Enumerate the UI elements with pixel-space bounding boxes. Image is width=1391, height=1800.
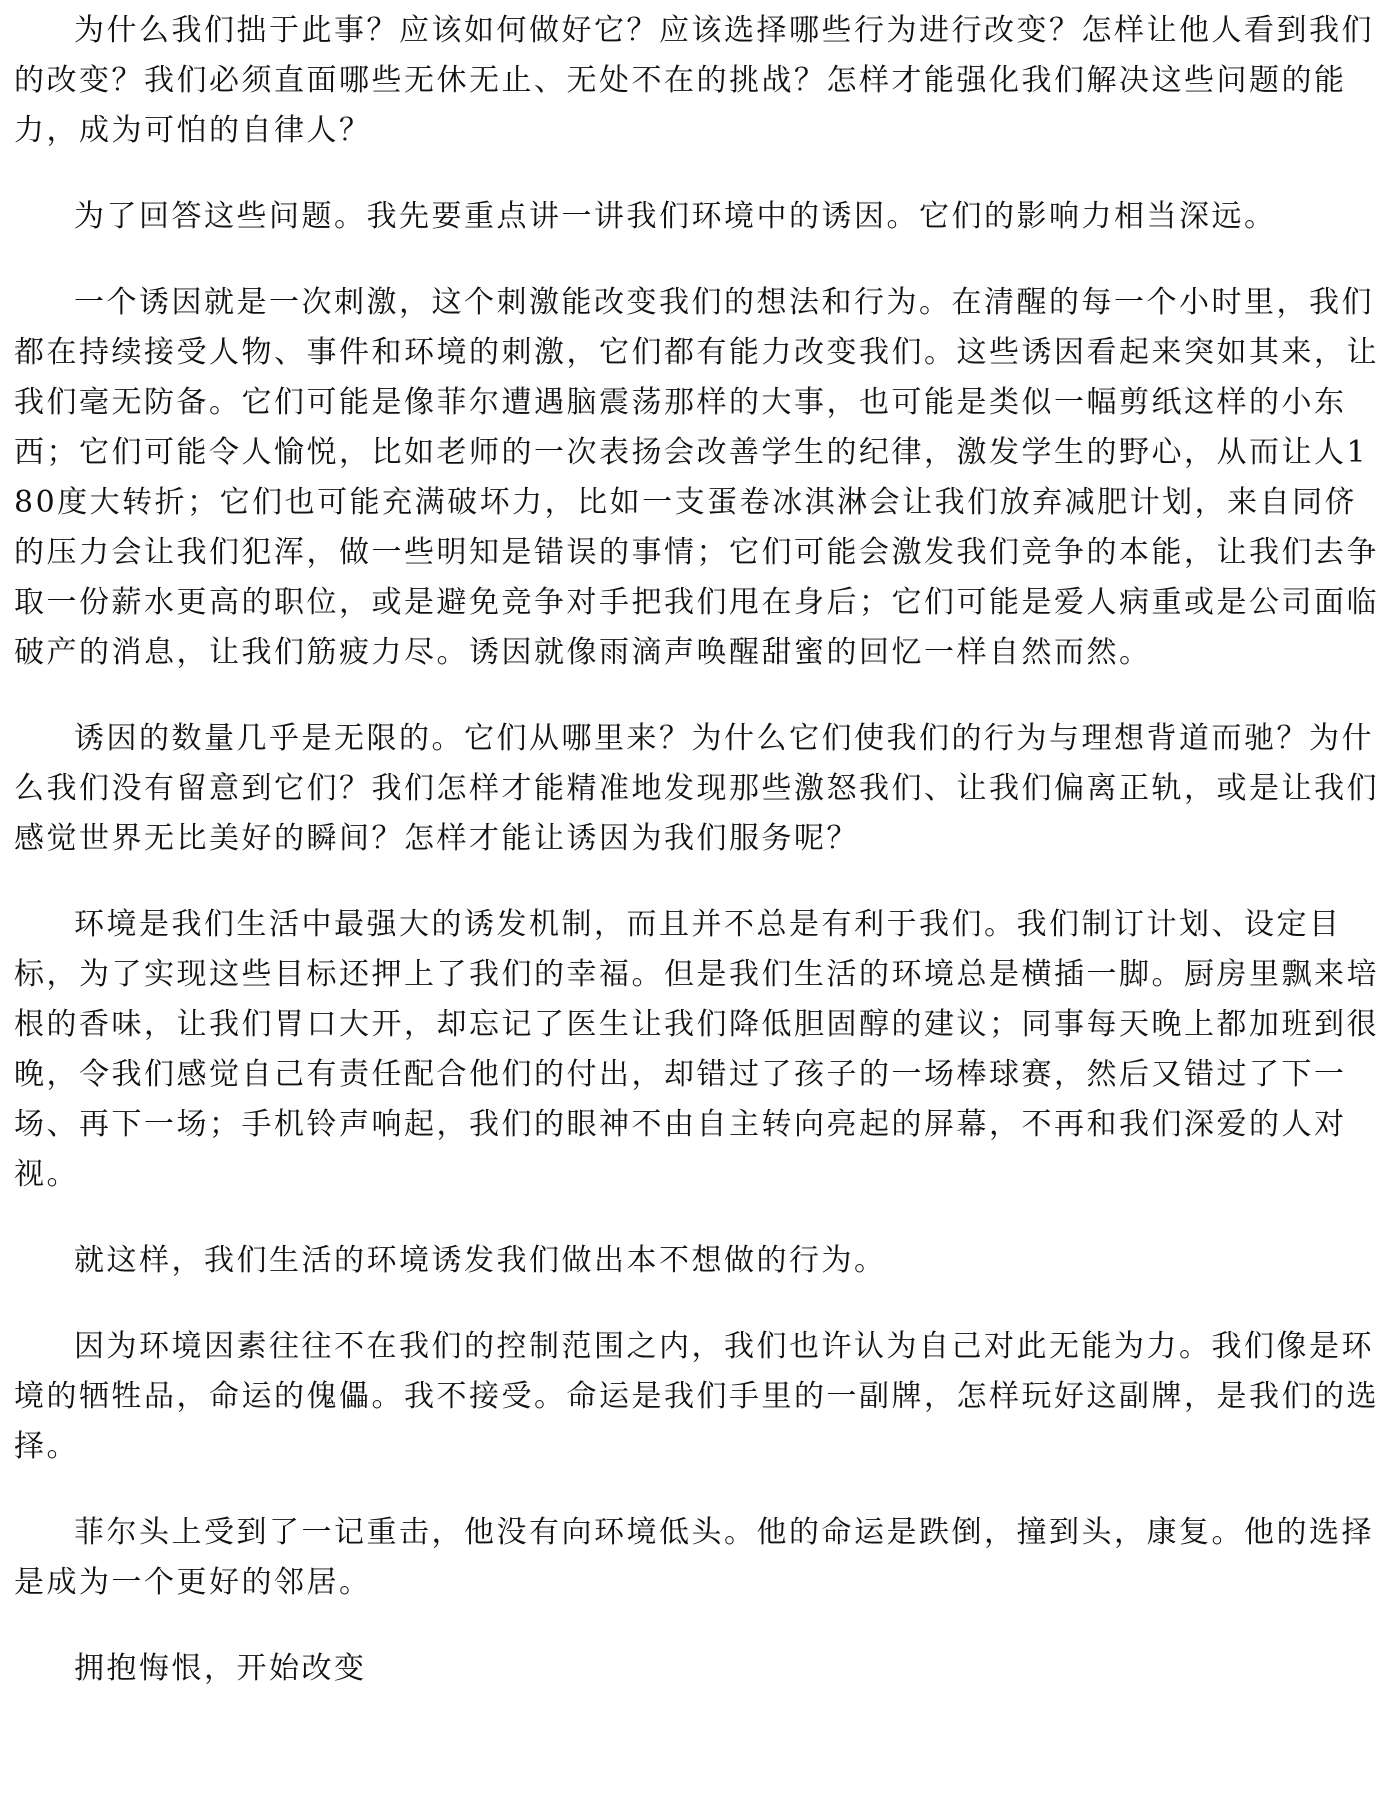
paragraph-7: 因为环境因素往往不在我们的控制范围之内，我们也许认为自己对此无能为力。我们像是环境的牺牲品，命运的傀儡。我不接受。命运是我们手里的一副牌，怎样玩好这副牌，是我们的选择。 — [14, 1329, 1379, 1464]
paragraph-4: 诱因的数量几乎是无限的。它们从哪里来？为什么它们使我们的行为与理想背道而驰？为什么我们没有留意到它们？我们怎样才能精准地发现那些激怒我们、让我们偏离正轨，或是让我们感觉世界无比美好的瞬间？怎样才能让诱因为我们服务呢？ — [14, 721, 1379, 856]
section-heading: 拥抱悔恨，开始改变 — [74, 1651, 367, 1686]
paragraph-8: 菲尔头上受到了一记重击，他没有向环境低头。他的命运是跌倒，撞到头，康复。他的选择是成为一个更好的邻居。 — [14, 1515, 1374, 1600]
paragraph-2: 为了回答这些问题。我先要重点讲一讲我们环境中的诱因。它们的影响力相当深远。 — [74, 199, 1277, 234]
paragraph-6: 就这样，我们生活的环境诱发我们做出本不想做的行为。 — [74, 1243, 887, 1278]
paragraph-3: 一个诱因就是一次刺激，这个刺激能改变我们的想法和行为。在清醒的每一个小时里，我们都在持续接受人物、事件和环境的刺激，它们都有能力改变我们。这些诱因看起来突如其来，让我们毫无防备。它们可能是像菲尔遭遇脑震荡那样的大事，也可能是类似一幅剪纸这样的小东西；它们可能令人愉悦，比如老师的一次表扬会改善学生的纪律，激发学生的野心，从而让人180度大转折；它们也可能充满破坏力，比如一支蛋卷冰淇淋会让我们放弃减肥计划，来自同侪的压力会让我们犯浑，做一些明知是错误的事情；它们可能会激发我们竞争的本能，让我们去争取一份薪水更高的职位，或是避免竞争对手把我们甩在身后；它们可能是爱人病重或是公司面临破产的消息，让我们筋疲力尽。诱因就像雨滴声唤醒甜蜜的回忆一样自然而然。 — [14, 285, 1379, 670]
paragraph-1: 为什么我们拙于此事？应该如何做好它？应该选择哪些行为进行改变？怎样让他人看到我们的改变？我们必须直面哪些无休无止、无处不在的挑战？怎样才能强化我们解决这些问题的能力，成为可怕的自律人？ — [14, 13, 1374, 148]
paragraph-5: 环境是我们生活中最强大的诱发机制，而且并不总是有利于我们。我们制订计划、设定目标，为了实现这些目标还押上了我们的幸福。但是我们生活的环境总是横插一脚。厨房里飘来培根的香味，让我们胃口大开，却忘记了医生让我们降低胆固醇的建议；同事每天晚上都加班到很晚，令我们感觉自己有责任配合他们的付出，却错过了孩子的一场棒球赛，然后又错过了下一场、再下一场；手机铃声响起，我们的眼神不由自主转向亮起的屏幕，不再和我们深爱的人对视。 — [14, 907, 1379, 1192]
document-body — [14, 6, 1389, 1694]
